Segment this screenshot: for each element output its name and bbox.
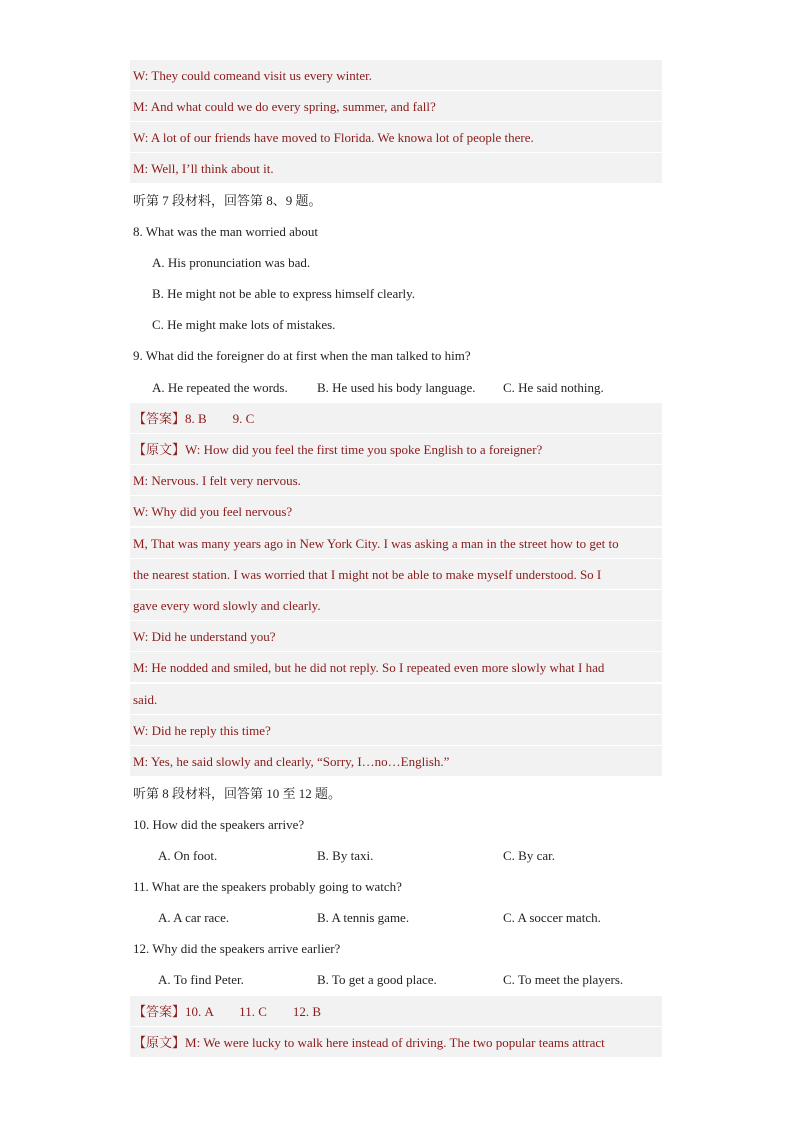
q10-option-a: A. On foot.: [158, 848, 218, 863]
q12-option-a: A. To find Peter.: [158, 972, 244, 987]
original-line: [130, 1027, 662, 1058]
dialogue-line: said.: [130, 684, 662, 715]
dialogue-line: M: Nervous. I felt very nervous.: [130, 465, 662, 496]
q9-option-b: B. He used his body language.: [317, 380, 476, 395]
original-line: [130, 434, 662, 465]
q11-option-a: A. A car race.: [158, 910, 230, 925]
question-12: 12. Why did the speakers arrive earlier?: [133, 941, 341, 956]
dialogue-line: M, That was many years ago in New York City. I was asking a man in the street how to get to: [130, 528, 662, 559]
original-tag: 【原文】: [133, 1035, 186, 1050]
answer-line: [130, 996, 662, 1027]
q11-option-b: B. A tennis game.: [317, 910, 410, 925]
q9-option-a: A. He repeated the words.: [152, 380, 288, 395]
question-10: 10. How did the speakers arrive?: [133, 817, 305, 832]
q12-option-c: C. To meet the players.: [503, 972, 624, 987]
dialogue-line: M: And what could we do every spring, summer, and fall?: [130, 91, 662, 122]
dialogue-line: W: Did he reply this time?: [130, 715, 662, 746]
answer-text: 8. B 9. C: [185, 411, 255, 426]
section-heading: 听第 7 段材料，回答第 8、9 题。: [133, 193, 322, 208]
q10-option-b: B. By taxi.: [317, 848, 374, 863]
dialogue-line: the nearest station. I was worried that I might not be able to make myself understood. So I: [130, 559, 662, 590]
answer-tag: 【答案】: [133, 1004, 186, 1019]
original-text: W: How did you feel the first time you spoke English to a foreigner?: [185, 442, 543, 457]
q8-option-a: A. His pronunciation was bad.: [152, 255, 311, 270]
dialogue-line: W: Did he understand you?: [130, 621, 662, 652]
q12-options: [130, 964, 662, 995]
original-text: M: We were lucky to walk here instead of driving. The two popular teams attract: [185, 1035, 605, 1050]
q9-options: [130, 372, 662, 403]
answer-text: 10. A 11. C 12. B: [185, 1004, 322, 1019]
dialogue-line: M: He nodded and smiled, but he did not reply. So I repeated even more slowly what I had: [130, 652, 662, 683]
dialogue-line: gave every word slowly and clearly.: [130, 590, 662, 621]
dialogue-line: W: Why did you feel nervous?: [130, 496, 662, 527]
q12-option-b: B. To get a good place.: [317, 972, 437, 987]
dialogue-line: W: A lot of our friends have moved to Florida. We knowa lot of people there.: [130, 122, 662, 153]
dialogue-line: W: They could comeand visit us every winter.: [130, 60, 662, 91]
q8-option-b: B. He might not be able to express himself clearly.: [152, 286, 416, 301]
dialogue-line: M: Yes, he said slowly and clearly, “Sorry, I…no…English.”: [130, 746, 662, 777]
question-9: 9. What did the foreigner do at first when the man talked to him?: [133, 348, 471, 363]
original-tag: 【原文】: [133, 442, 186, 457]
q11-option-c: C. A soccer match.: [503, 910, 601, 925]
answer-line: [130, 403, 662, 434]
q10-options: [130, 840, 662, 871]
dialogue-line: M: Well, I’ll think about it.: [130, 153, 662, 184]
question-8: 8. What was the man worried about: [133, 224, 318, 239]
q10-option-c: C. By car.: [503, 848, 555, 863]
question-11: 11. What are the speakers probably going to watch?: [133, 879, 402, 894]
answer-tag: 【答案】: [133, 411, 186, 426]
section-heading: 听第 8 段材料，回答第 10 至 12 题。: [133, 786, 342, 801]
q11-options: [130, 902, 662, 933]
q9-option-c: C. He said nothing.: [503, 380, 604, 395]
q8-option-c: C. He might make lots of mistakes.: [152, 317, 336, 332]
